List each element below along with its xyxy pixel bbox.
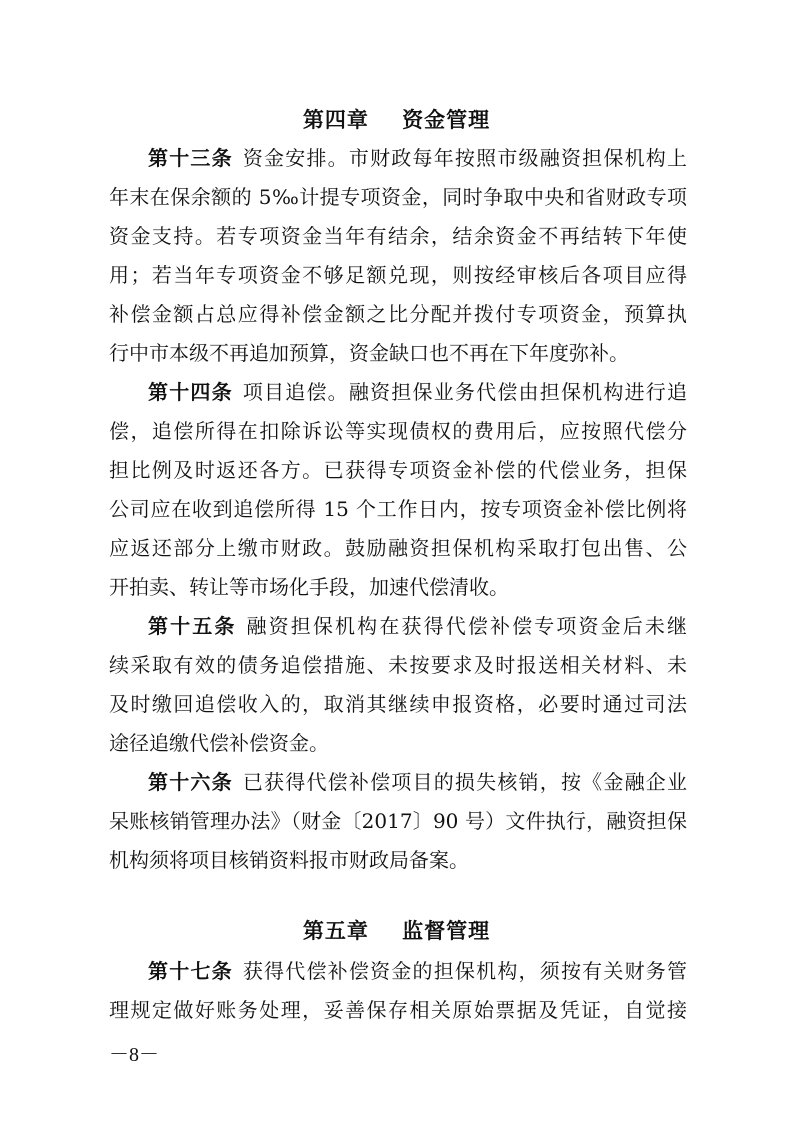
article-15-line-3: 及时缴回追偿收入的，取消其继续申报资格，必要时通过司法 <box>109 692 687 716</box>
article-17-label: 第十七条 <box>148 959 233 983</box>
article-16-line-1 <box>148 767 687 797</box>
article-13-text-1: 资金安排。市财政每年按照市级融资担保机构上 <box>242 146 687 170</box>
article-16-line-3: 机构须将项目核销资料报市财政局备案。 <box>109 848 469 872</box>
article-13-line-1 <box>148 143 687 173</box>
article-14-line-2: 偿，追偿所得在扣除诉讼等实现债权的费用后，应按照代偿分 <box>109 419 687 443</box>
article-17-line-1 <box>148 956 687 986</box>
chapter-4-title: 第四章 资金管理 <box>302 107 491 132</box>
article-15-line-1 <box>148 611 687 641</box>
article-15-label: 第十五条 <box>148 614 237 638</box>
article-13-line-3: 资金支持。若专项资金当年有结余，结余资金不再结转下年使 <box>109 224 687 248</box>
article-16-text-1: 已获得代偿补偿项目的损失核销，按《金融企业 <box>242 770 687 794</box>
article-13-line-5: 补偿金额占总应得补偿金额之比分配并拨付专项资金，预算执 <box>109 302 687 326</box>
article-14-text-1: 项目追偿。融资担保业务代偿由担保机构进行追 <box>242 380 687 404</box>
article-14-line-5: 应返还部分上缴市财政。鼓励融资担保机构采取打包出售、公 <box>109 536 687 560</box>
article-16-line-2: 呆账核销管理办法》（财金〔2017〕90 号）文件执行，融资担保 <box>109 809 687 833</box>
article-14-line-6: 开拍卖、转让等市场化手段，加速代偿清收。 <box>109 575 509 599</box>
article-16-label: 第十六条 <box>148 770 233 794</box>
article-14-line-4: 公司应在收到追偿所得 15 个工作日内，按专项资金补偿比例将 <box>109 497 687 521</box>
article-14-line-1 <box>148 377 687 407</box>
article-13-line-6: 行中市本级不再追加预算，资金缺口也不再在下年度弥补。 <box>109 341 629 365</box>
article-14-line-3: 担比例及时返还各方。已获得专项资金补偿的代偿业务，担保 <box>109 458 687 482</box>
chapter-5-title: 第五章 监督管理 <box>302 918 491 943</box>
article-14-label: 第十四条 <box>148 380 233 404</box>
article-13-line-2: 年末在保余额的 5‰计提专项资金，同时争取中央和省财政专项 <box>109 185 687 209</box>
article-15-line-2: 续采取有效的债务追偿措施、未按要求及时报送相关材料、未 <box>109 653 687 677</box>
article-13-label: 第十三条 <box>148 146 233 170</box>
article-17-text-1: 获得代偿补偿资金的担保机构，须按有关财务管 <box>242 959 687 983</box>
article-15-line-4: 途径追缴代偿补偿资金。 <box>109 731 329 755</box>
page-number: －8－ <box>109 1044 159 1066</box>
article-13-line-4: 用；若当年专项资金不够足额兑现，则按经审核后各项目应得 <box>109 263 687 287</box>
article-15-text-1: 融资担保机构在获得代偿补偿专项资金后未继 <box>246 614 687 638</box>
article-17-line-2: 理规定做好账务处理，妥善保存相关原始票据及凭证，自觉接 <box>109 998 687 1022</box>
